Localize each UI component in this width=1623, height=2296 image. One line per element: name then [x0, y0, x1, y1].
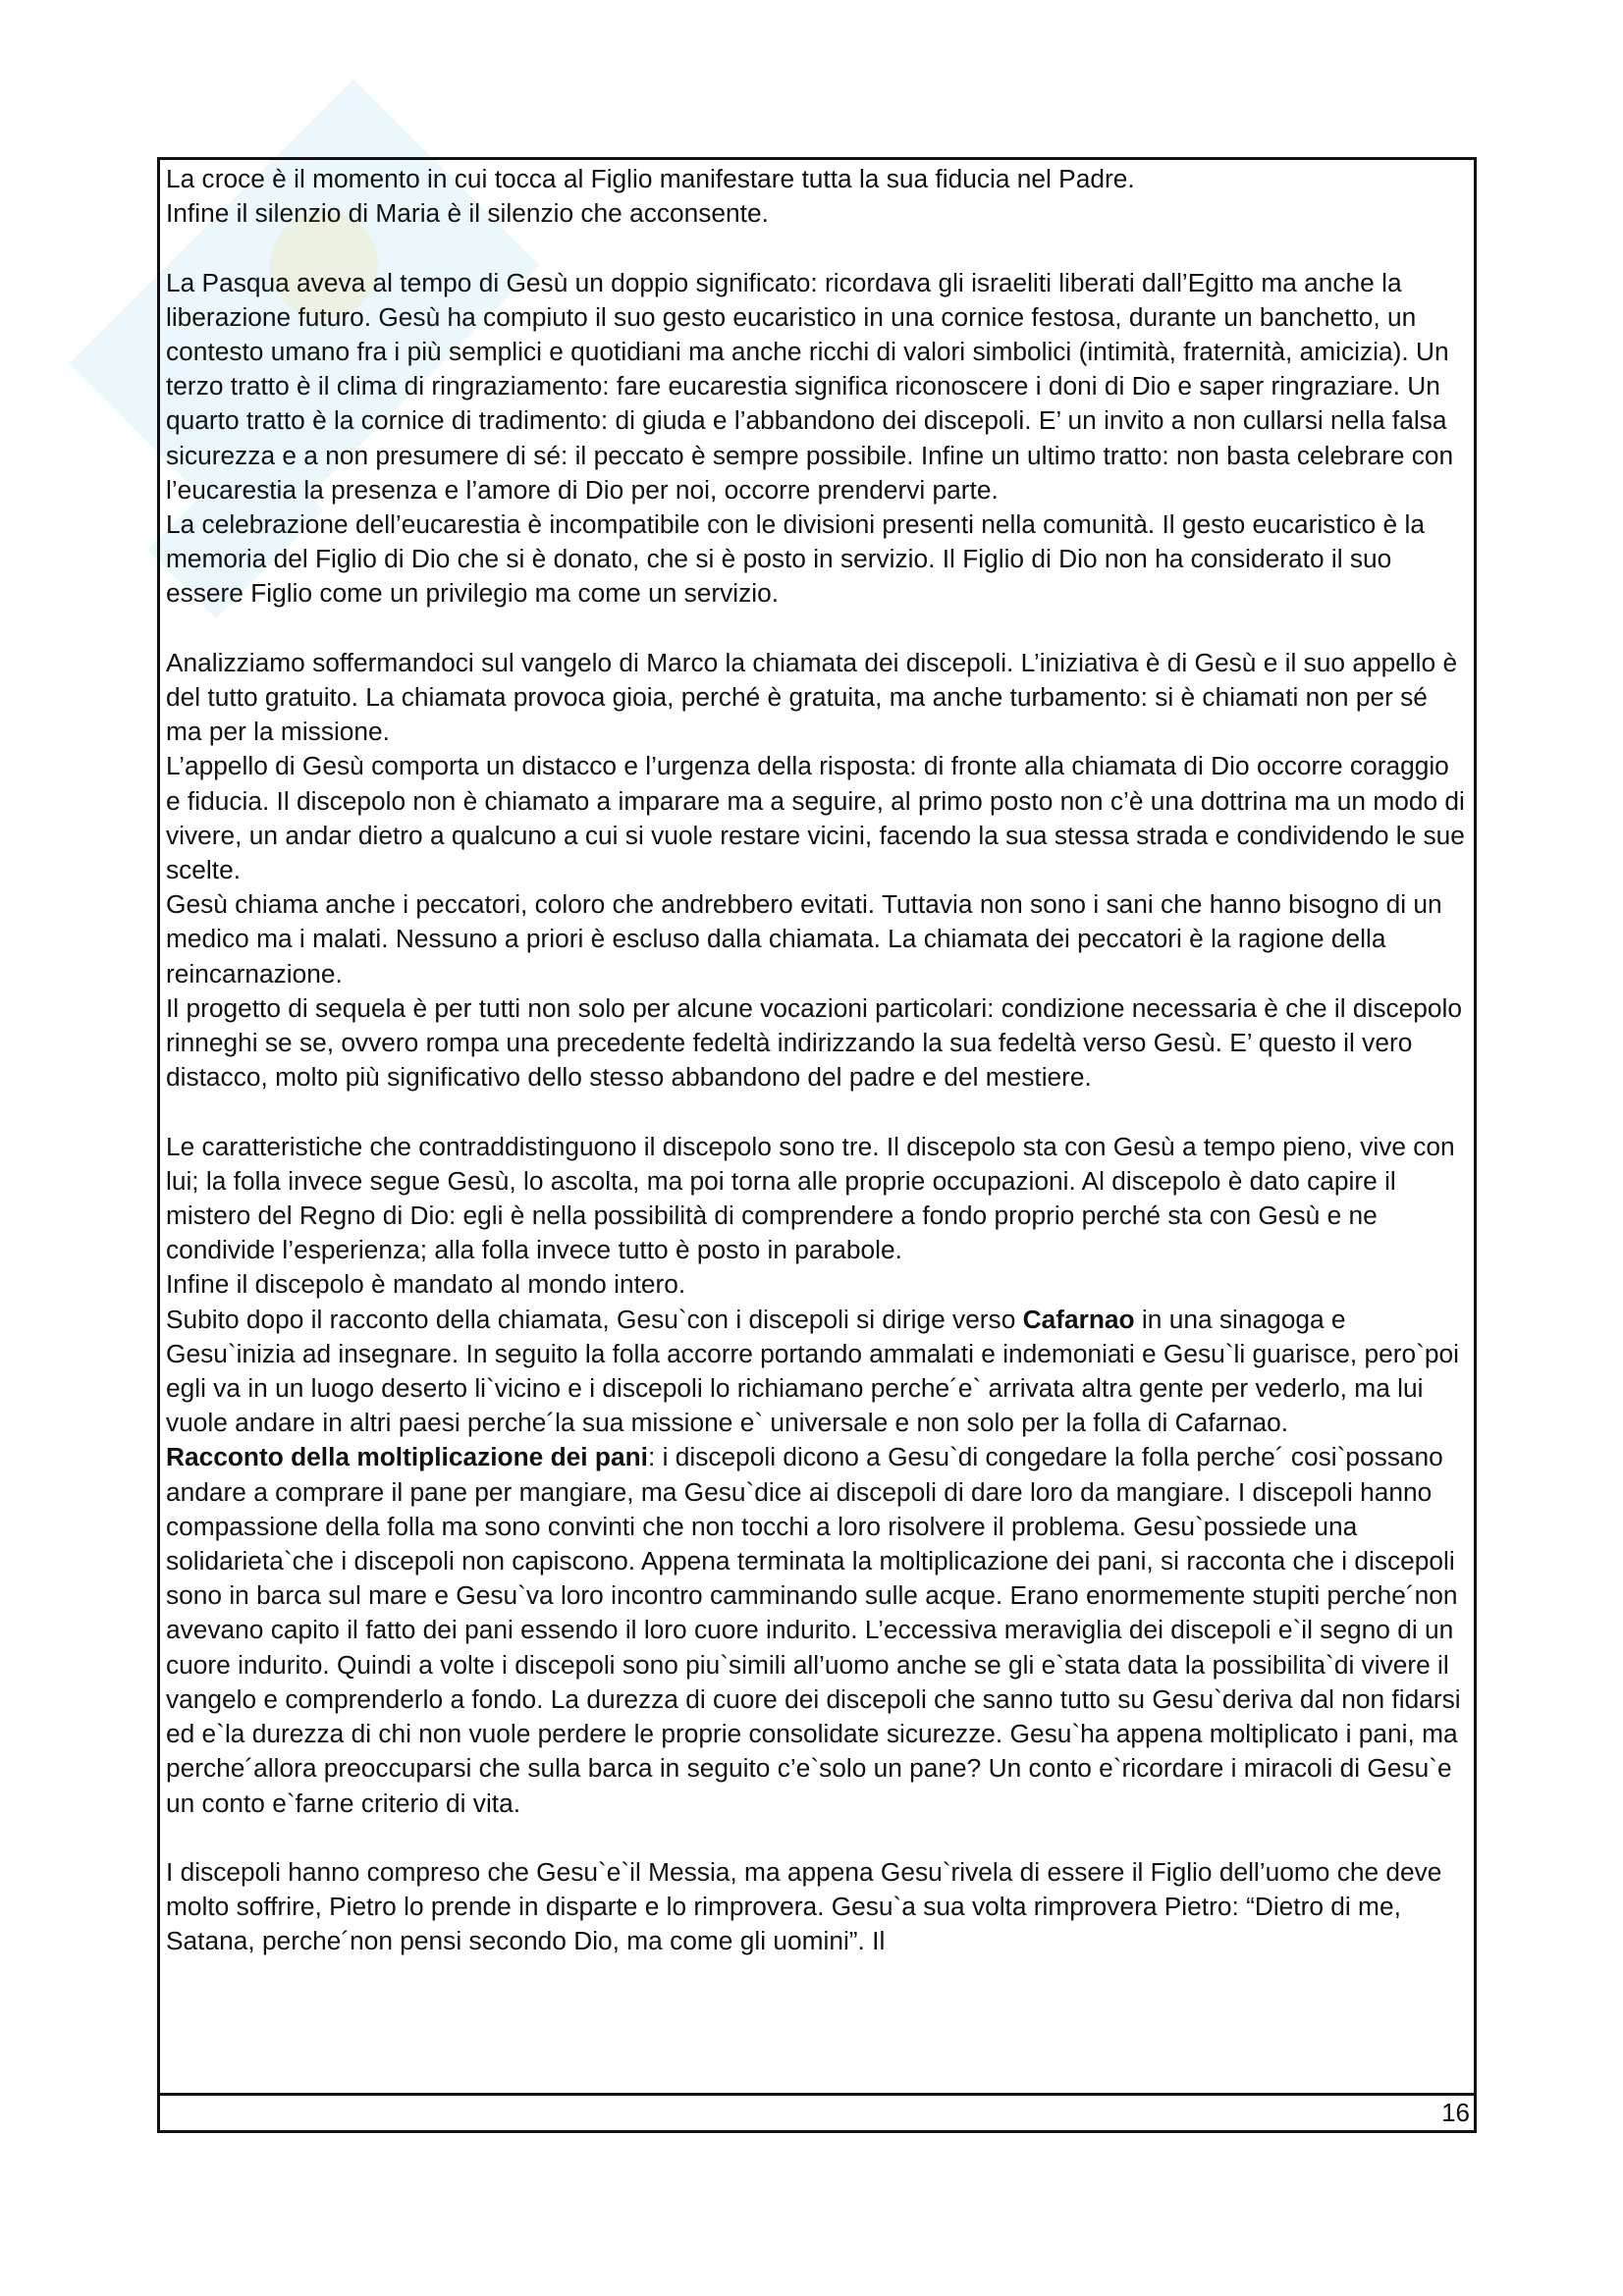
bold-heading: Racconto della moltiplicazione dei pani — [166, 1442, 648, 1472]
paragraph-appello: L’appello di Gesù comporta un distacco e l’urgenza della risposta: di fronte alla chiamata di Dio occorre coraggio e fiducia. Il discepolo non è chiamato a imparare ma a seguire, al primo posto non c’è una dottrina ma un modo di vivere, un andar dietro a qualcuno a cui si vuole restare vicini, facendo la sua stessa strada e condividendo le sue scelte. — [166, 751, 1465, 885]
paragraph-pasqua: La Pasqua aveva al tempo di Gesù un doppio significato: ricordava gli israeliti liberati dall’Egitto ma anche la liberazione futuro. Gesù ha compiuto il suo gesto eucaristico in una cornice festosa, durante un banchetto, un contesto umano fra i più semplici e quotidiani ma anche ricchi di valori simbolici (intimità, fraternità, amicizia). Un terzo tratto è il clima di ringraziamento: fare eucarestia significa riconoscere i doni di Dio e saper ringraziare. Un quarto tratto è la cornice di tradimento: di giuda e l’abbandono dei discepoli. E’ un invito a non cullarsi nella falsa sicurezza e a non presumere di sé: il peccato è sempre possibile. Infine un ultimo tratto: non basta celebrare con l’eucarestia la presenza e l’amore di Dio per noi, occorre prendervi parte. — [166, 267, 1454, 505]
blank-line — [166, 612, 1468, 646]
paragraph-eucarestia: La celebrazione dell’eucarestia è incompatibile con le divisioni presenti nella comunità. Il gesto eucaristico è la memoria del Figlio di Dio che si è donato, che si è posto in servizio. Il Figlio di Dio non ha considerato il suo essere Figlio come un privilegio ma come un servizio. — [166, 509, 1425, 609]
paragraph-cafarnao — [166, 1303, 1468, 1441]
paragraph-2: Infine il silenzio di Maria è il silenzio che acconsente. — [166, 198, 769, 229]
page-footer — [160, 2093, 1474, 2130]
paragraph-1: La croce è il momento in cui tocca al Figlio manifestare tutta la sua fiducia nel Padre. — [166, 164, 1135, 193]
blank-line — [166, 1095, 1468, 1129]
page-number: 16 — [1441, 2098, 1470, 2127]
text-run: : i discepoli dicono a Gesu`di congedare la folla perche´ cosi`possano andare a comprare il pane per mangiare, ma Gesu`dice ai discepoli di dare loro da mangiare. I discepoli hanno compassione della folla ma sono convinti che non tocchi a loro risolvere il problema. Gesu`possiede una solidarieta`che i discepoli non capiscono. Appena terminata la moltiplicazione dei pani, si racconta che i discepoli sono in barca sul mare e Gesu`va loro incontro camminando sulle acque. Erano enormemente stupiti perche´non avevano capito il fatto dei pani essendo il loro cuore indurito. L’eccessiva meraviglia dei discepoli e`il segno di un cuore indurito. Quindi a volte i discepoli sono piu`simili all’uomo anche se gli e`stata data la possibilita`di vivere il vangelo e comprenderlo a fondo. La durezza di cuore dei discepoli che sanno tutto su Gesu`deriva dal non fidarsi ed e`la durezza di chi non vuole perdere le proprie consolidate sicurezze. Gesu`ha appena moltiplicato i pani, ma perche´allora preoccuparsi che sulla barca in seguito c’e`solo un pane? Un conto e`ricordare i miracoli di Gesu`e un conto e`farne criterio di vita. — [166, 1442, 1461, 1818]
paragraph-caratteristiche: Le caratteristiche che contraddistinguono il discepolo sono tre. Il discepolo sta con Gesù a tempo pieno, vive con lui; la folla invece segue Gesù, lo ascolta, ma poi torna alle proprie occupazioni. Al discepolo è dato capire il mistero del Regno di Dio: egli è nella possibilità di comprendere a fondo proprio perché sta con Gesù e ne condivide l’esperienza; alla folla invece tutto è posto in parabole. — [166, 1131, 1455, 1265]
text-run: Subito dopo il racconto della chiamata, Gesu`con i discepoli si dirige verso — [166, 1304, 1023, 1334]
paragraph-pani — [166, 1440, 1468, 1820]
paragraph-chiamata: Analizziamo soffermandoci sul vangelo di Marco la chiamata dei discepoli. L’iniziativa è di Gesù e il suo appello è del tutto gratuito. La chiamata provoca gioia, perché è gratuita, ma anche turbamento: si è chiamati non per sé ma per la missione. — [166, 647, 1458, 747]
blank-line — [166, 1821, 1468, 1855]
page-content — [160, 160, 1474, 2116]
paragraph-messia: I discepoli hanno compreso che Gesu`e`il Messia, ma appena Gesu`rivela di essere il Figlio dell’uomo che deve molto soffrire, Pietro lo prende in disparte e lo rimprovera. Gesu`a sua volta rimprovera Pietro: “Dietro di me, Satana, perche´non pensi secondo Dio, ma come gli uomini”. Il — [166, 1856, 1442, 1956]
text-run: in una sinagoga e Gesu`inizia ad insegnare. In seguito la folla accorre portando ammalati e indemoniati e Gesu`li guarisce, pero`poi egli va in un luogo deserto li`vicino e i discepoli lo richiamano perche´e` arrivata altra gente per vederlo, ma lui vuole andare in altri paesi perche´la sua missione e` universale e non solo per la folla di Cafarnao. — [166, 1304, 1460, 1438]
bold-term: Cafarnao — [1022, 1304, 1135, 1334]
blank-line — [166, 231, 1468, 265]
paragraph-peccatori: Gesù chiama anche i peccatori, coloro che andrebbero evitati. Tuttavia non sono i sani che hanno bisogno di un medico ma i malati. Nessuno a priori è escluso dalla chiamata. La chiamata dei peccatori è la ragione della reincarnazione. — [166, 889, 1442, 988]
page-frame — [157, 157, 1477, 2133]
paragraph-sequela: Il progetto di sequela è per tutti non solo per alcune vocazioni particolari: condizione necessaria è che il discepolo rinneghi se se, ovvero rompa una precedente fedeltà indirizzando la sua fedeltà verso Gesù. E’ questo il vero distacco, molto più significativo dello stesso abbandono del padre e del mestiere. — [166, 992, 1463, 1093]
paragraph-mandato: Infine il discepolo è mandato al mondo intero. — [166, 1269, 686, 1300]
